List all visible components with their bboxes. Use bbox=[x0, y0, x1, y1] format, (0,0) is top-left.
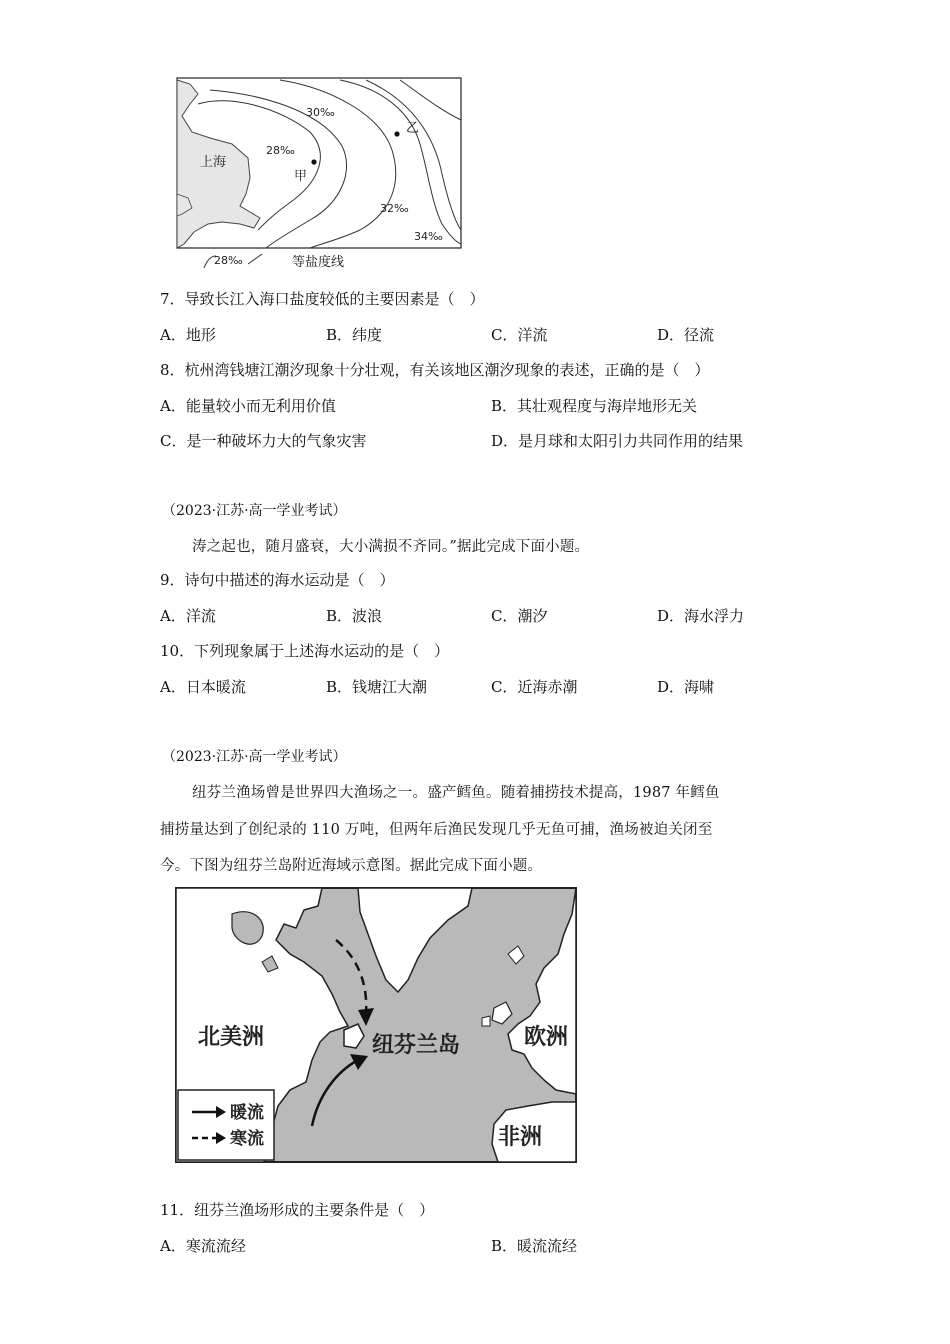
label-jia: 甲 bbox=[294, 169, 308, 184]
source-note-3: （2023·江苏·高一学业考试） bbox=[162, 749, 347, 765]
label-iso-30: 30‰ bbox=[306, 106, 335, 119]
salinity-map bbox=[170, 74, 470, 274]
point-jia bbox=[311, 159, 316, 164]
passage-2: 涛之起也，随月盛衰，大小满损不齐同。”据此完成下面小题。 bbox=[192, 539, 590, 555]
source-note-2: （2023·江苏·高一学业考试） bbox=[162, 503, 347, 519]
q10-option-b[interactable]: B．钱塘江大潮 bbox=[326, 678, 428, 696]
q9-option-a[interactable]: A．洋流 bbox=[160, 607, 216, 625]
map-caption: 等盐度线 bbox=[292, 255, 345, 270]
label-iso-28-bottom: 28‰ bbox=[214, 254, 243, 267]
q8-option-c[interactable]: C．是一种破坏力大的气象灾害 bbox=[160, 432, 367, 450]
q8-option-b[interactable]: B．其壮观程度与海岸地形无关 bbox=[491, 397, 698, 415]
passage-3-line-1: 纽芬兰渔场曾是世界四大渔场之一。盛产鳕鱼。随着捕捞技术提高，1987 年鳕鱼 bbox=[192, 785, 720, 801]
passage-3-line-3: 今。下图为纽芬兰岛附近海域示意图。据此完成下面小题。 bbox=[160, 858, 543, 874]
question-7-stem: 7．导致长江入海口盐度较低的主要因素是（ ） bbox=[160, 290, 485, 308]
newfoundland-map bbox=[172, 884, 582, 1166]
passage-3-line-2: 捕捞量达到了创纪录的 110 万吨，但两年后渔民发现几乎无鱼可捕，渔场被迫关闭至 bbox=[160, 822, 713, 838]
q10-option-c[interactable]: C．近海赤潮 bbox=[491, 678, 578, 696]
question-10-stem: 10．下列现象属于上述海水运动的是（ ） bbox=[160, 642, 450, 660]
question-11-stem: 11．纽芬兰渔场形成的主要条件是（ ） bbox=[160, 1201, 435, 1219]
q7-option-c[interactable]: C．洋流 bbox=[491, 326, 548, 344]
question-8-stem: 8．杭州湾钱塘江潮汐现象十分壮观，有关该地区潮汐现象的表述，正确的是（ ） bbox=[160, 361, 710, 379]
label-iso-28: 28‰ bbox=[266, 144, 295, 157]
legend-cold-label: 寒流 bbox=[230, 1129, 264, 1149]
label-iso-32: 32‰ bbox=[380, 202, 409, 215]
legend-warm-label: 暖流 bbox=[230, 1103, 264, 1123]
label-north-america: 北美洲 bbox=[198, 1025, 265, 1050]
q9-option-d[interactable]: D．海水浮力 bbox=[657, 607, 745, 625]
q11-option-b[interactable]: B．暖流流经 bbox=[491, 1237, 578, 1255]
q8-option-d[interactable]: D．是月球和太阳引力共同作用的结果 bbox=[491, 432, 744, 450]
q7-option-a[interactable]: A．地形 bbox=[160, 326, 216, 344]
q8-option-a[interactable]: A．能量较小而无利用价值 bbox=[160, 397, 336, 415]
label-newfoundland: 纽芬兰岛 bbox=[372, 1033, 461, 1058]
label-europe: 欧洲 bbox=[524, 1025, 569, 1050]
q11-option-a[interactable]: A．寒流流经 bbox=[160, 1237, 246, 1255]
q10-option-a[interactable]: A．日本暖流 bbox=[160, 678, 246, 696]
question-9-stem: 9．诗句中描述的海水运动是（ ） bbox=[160, 571, 395, 589]
point-yi bbox=[394, 131, 399, 136]
q9-option-b[interactable]: B．波浪 bbox=[326, 607, 383, 625]
q10-option-d[interactable]: D．海啸 bbox=[657, 678, 715, 696]
label-iso-34: 34‰ bbox=[414, 230, 443, 243]
label-yi: 乙 bbox=[406, 121, 420, 136]
label-africa: 非洲 bbox=[498, 1125, 543, 1150]
legend-box bbox=[178, 1090, 274, 1160]
q9-option-c[interactable]: C．潮汐 bbox=[491, 607, 548, 625]
label-shanghai: 上海 bbox=[200, 155, 227, 170]
q7-option-b[interactable]: B．纬度 bbox=[326, 326, 383, 344]
q7-option-d[interactable]: D．径流 bbox=[657, 326, 715, 344]
